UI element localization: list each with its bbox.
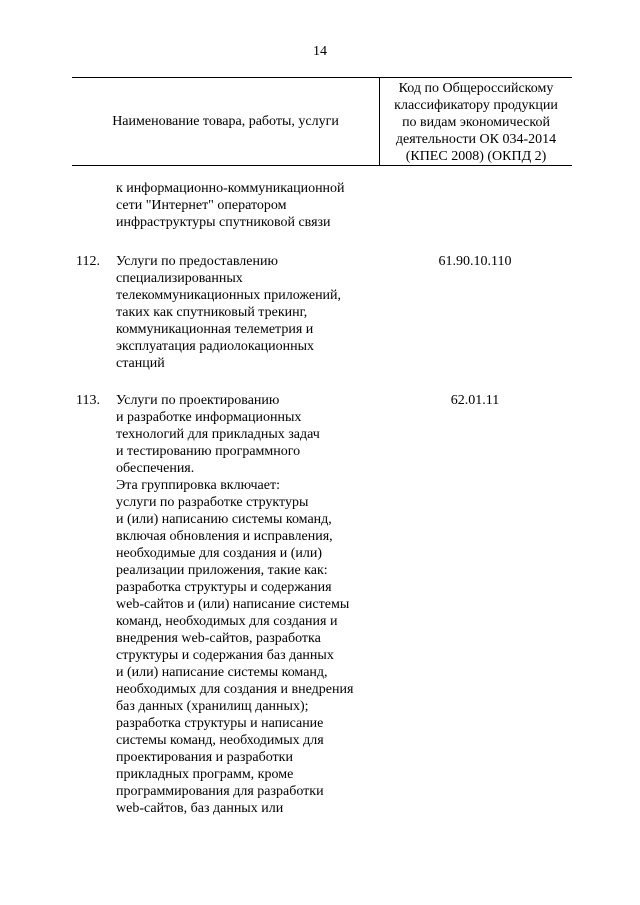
header-code-line: по видам экономической bbox=[402, 115, 550, 130]
text-line: разработка структуры и содержания bbox=[116, 580, 332, 595]
header-code-column bbox=[380, 80, 572, 165]
text-line: включая обновления и исправления, bbox=[116, 529, 333, 544]
text-line: необходимых для создания и внедрения bbox=[116, 682, 354, 697]
header-code-line: (КПЕС 2008) (ОКПД 2) bbox=[405, 149, 547, 164]
text-line: и (или) написание системы команд, bbox=[116, 665, 328, 680]
text-line: баз данных (хранилищ данных); bbox=[116, 699, 309, 714]
header-code-line: классификатору продукции bbox=[394, 98, 558, 113]
text-line: специализированных bbox=[116, 271, 243, 286]
text-line: таких как спутниковый трекинг, bbox=[116, 305, 308, 320]
header-name-column: Наименование товара, работы, услуги bbox=[112, 114, 339, 129]
text-line: к информационно-коммуникационной bbox=[116, 181, 345, 196]
row-number: 112. bbox=[76, 254, 100, 269]
text-line: Эта группировка включает: bbox=[116, 478, 280, 493]
text-line: и тестированию программного bbox=[116, 444, 301, 459]
text-line: разработка структуры и написание bbox=[116, 716, 324, 731]
text-line: web-сайтов и (или) написание системы bbox=[116, 597, 350, 612]
text-line: внедрения web-сайтов, разработка bbox=[116, 631, 321, 646]
text-line: структуры и содержания баз данных bbox=[116, 648, 334, 663]
text-line: эксплуатация радиолокационных bbox=[116, 339, 315, 354]
text-line: инфраструктуры спутниковой связи bbox=[116, 215, 331, 230]
text-line: реализации приложения, такие как: bbox=[116, 563, 328, 578]
row-number: 113. bbox=[76, 393, 100, 408]
text-line: Услуги по проектированию bbox=[116, 393, 280, 408]
text-line: коммуникационная телеметрия и bbox=[116, 322, 314, 337]
row-code: 61.90.10.110 bbox=[438, 254, 512, 269]
text-line: проектирования и разработки bbox=[116, 750, 293, 765]
header-code-line: деятельности ОК 034-2014 bbox=[395, 132, 557, 147]
table-header-rule bbox=[72, 165, 572, 166]
text-line: web-сайтов, баз данных или bbox=[116, 801, 284, 816]
text-line: технологий для прикладных задач bbox=[116, 427, 320, 442]
page-number: 14 bbox=[313, 44, 327, 59]
row-description bbox=[116, 392, 386, 817]
text-line: и (или) написанию системы команд, bbox=[116, 512, 332, 527]
row-code: 62.01.11 bbox=[450, 393, 500, 408]
text-line: Услуги по предоставлению bbox=[116, 254, 278, 269]
text-line: необходимые для создания и (или) bbox=[116, 546, 323, 561]
header-code-line: Код по Общероссийскому bbox=[398, 81, 554, 96]
text-line: команд, необходимых для создания и bbox=[116, 614, 338, 629]
text-line: станций bbox=[116, 356, 165, 371]
text-line: обеспечения. bbox=[116, 461, 195, 476]
continuation-text bbox=[116, 180, 386, 231]
text-line: услуги по разработке структуры bbox=[116, 495, 309, 510]
text-line: программирования для разработки bbox=[116, 784, 324, 799]
text-line: системы команд, необходимых для bbox=[116, 733, 324, 748]
text-line: и разработке информационных bbox=[116, 410, 302, 425]
text-line: телекоммуникационных приложений, bbox=[116, 288, 342, 303]
row-description bbox=[116, 253, 386, 372]
text-line: прикладных программ, кроме bbox=[116, 767, 294, 782]
text-line: сети "Интернет" оператором bbox=[116, 198, 287, 213]
table-top-rule bbox=[72, 77, 572, 78]
